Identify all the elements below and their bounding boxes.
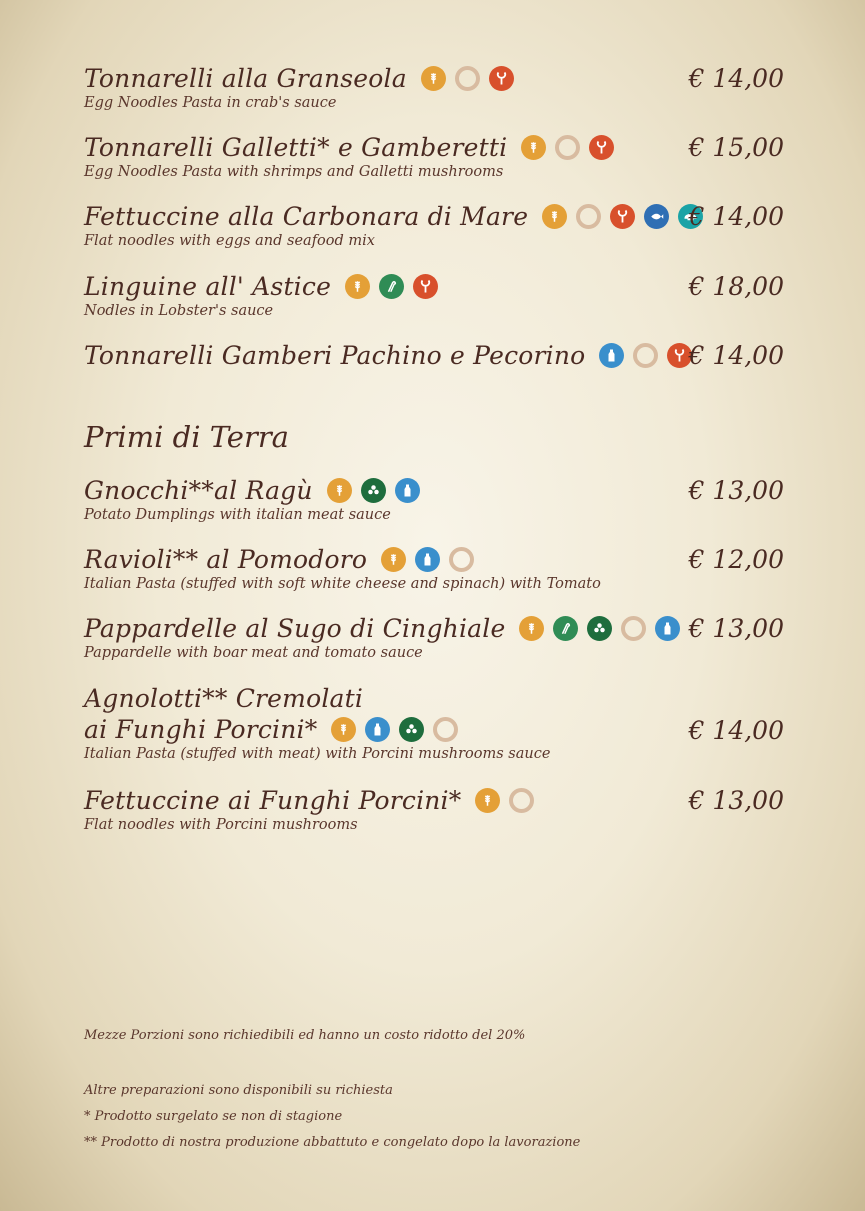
dish-name: Fettuccine alla Carbonara di Mare <box>84 202 529 231</box>
crustacean-icon <box>413 274 438 299</box>
dish-description: Italian Pasta (stuffed with meat) with Porcini mushrooms sauce <box>84 746 551 762</box>
egg-icon <box>433 717 458 742</box>
allergen-icons <box>521 135 614 160</box>
dish-price: € 12,00 <box>688 545 784 574</box>
dish-name: Linguine all' Astice <box>84 272 332 301</box>
dish-description: Potato Dumplings with italian meat sauce <box>84 507 391 523</box>
dish-price: € 14,00 <box>688 202 784 231</box>
dish-description: Italian Pasta (stuffed with soft white cheese and spinach) with Tomato <box>84 576 601 592</box>
dish-description: Flat noodles with eggs and seafood mix <box>84 233 375 249</box>
menu-item <box>84 786 784 833</box>
allergen-icons <box>475 788 534 813</box>
egg-icon <box>509 788 534 813</box>
allergen-icons <box>599 343 692 368</box>
menu-item <box>84 684 784 762</box>
menu-item <box>84 64 784 111</box>
wheat-icon <box>331 717 356 742</box>
egg-icon <box>633 343 658 368</box>
menu-item <box>84 476 784 523</box>
half-portions-note: Mezze Porzioni sono richiedibili ed hanno un costo ridotto del 20% <box>84 1028 526 1043</box>
dish-price: € 15,00 <box>688 133 784 162</box>
mustard-icon <box>399 717 424 742</box>
menu-item <box>84 341 784 370</box>
wheat-icon <box>519 616 544 641</box>
egg-icon <box>455 66 480 91</box>
frozen-note: * Prodotto surgelato se non di stagione <box>84 1109 343 1124</box>
mustard-icon <box>361 478 386 503</box>
wheat-icon <box>421 66 446 91</box>
crustacean-icon <box>489 66 514 91</box>
dish-price: € 14,00 <box>688 64 784 93</box>
dish-name-line1: Agnolotti** Cremolati <box>84 684 364 713</box>
egg-icon <box>449 547 474 572</box>
crustacean-icon <box>589 135 614 160</box>
allergen-icons <box>381 547 474 572</box>
allergen-icons <box>345 274 438 299</box>
menu-item <box>84 202 784 249</box>
dish-description: Pappardelle with boar meat and tomato sauce <box>84 645 423 661</box>
celery-icon <box>553 616 578 641</box>
dish-price: € 13,00 <box>688 476 784 505</box>
dish-name: Gnocchi**al Ragù <box>84 476 313 505</box>
milk-bottle-icon <box>599 343 624 368</box>
menu-item <box>84 545 784 592</box>
milk-bottle-icon <box>395 478 420 503</box>
egg-icon <box>576 204 601 229</box>
menu-item <box>84 614 784 661</box>
allergen-icons <box>542 204 703 229</box>
crustacean-icon <box>610 204 635 229</box>
dish-name: Tonnarelli Galletti* e Gamberetti <box>84 133 508 162</box>
own-production-note: ** Prodotto di nostra produzione abbattuto e congelato dopo la lavorazione <box>84 1135 581 1150</box>
dish-description: Nodles in Lobster's sauce <box>84 303 274 319</box>
menu-item <box>84 272 784 319</box>
dish-price: € 14,00 <box>688 716 784 745</box>
mustard-icon <box>587 616 612 641</box>
wheat-icon <box>345 274 370 299</box>
dish-price: € 14,00 <box>688 341 784 370</box>
dish-name: Fettuccine ai Funghi Porcini* <box>84 786 462 815</box>
allergen-icons <box>519 616 680 641</box>
egg-icon <box>621 616 646 641</box>
milk-bottle-icon <box>655 616 680 641</box>
dish-name: ai Funghi Porcini* <box>84 715 318 744</box>
dish-description: Flat noodles with Porcini mushrooms <box>84 817 358 833</box>
dish-name: Pappardelle al Sugo di Cinghiale <box>84 614 506 643</box>
allergen-icons <box>421 66 514 91</box>
egg-icon <box>555 135 580 160</box>
allergen-icons <box>327 478 420 503</box>
milk-bottle-icon <box>415 547 440 572</box>
section-title: Primi di Terra <box>84 420 289 454</box>
dish-price: € 13,00 <box>688 614 784 643</box>
dish-price: € 13,00 <box>688 786 784 815</box>
wheat-icon <box>327 478 352 503</box>
milk-bottle-icon <box>365 717 390 742</box>
dish-description: Egg Noodles Pasta with shrimps and Galletti mushrooms <box>84 164 504 180</box>
dish-name: Tonnarelli Gamberi Pachino e Pecorino <box>84 341 586 370</box>
celery-icon <box>379 274 404 299</box>
other-preparations-note: Altre preparazioni sono disponibili su richiesta <box>84 1083 393 1098</box>
dish-price: € 18,00 <box>688 272 784 301</box>
allergen-icons <box>331 717 458 742</box>
menu-item <box>84 133 784 180</box>
dish-name: Ravioli** al Pomodoro <box>84 545 368 574</box>
wheat-icon <box>542 204 567 229</box>
dish-name: Tonnarelli alla Granseola <box>84 64 407 93</box>
wheat-icon <box>381 547 406 572</box>
dish-description: Egg Noodles Pasta in crab's sauce <box>84 95 337 111</box>
fish-icon <box>644 204 669 229</box>
wheat-icon <box>521 135 546 160</box>
wheat-icon <box>475 788 500 813</box>
